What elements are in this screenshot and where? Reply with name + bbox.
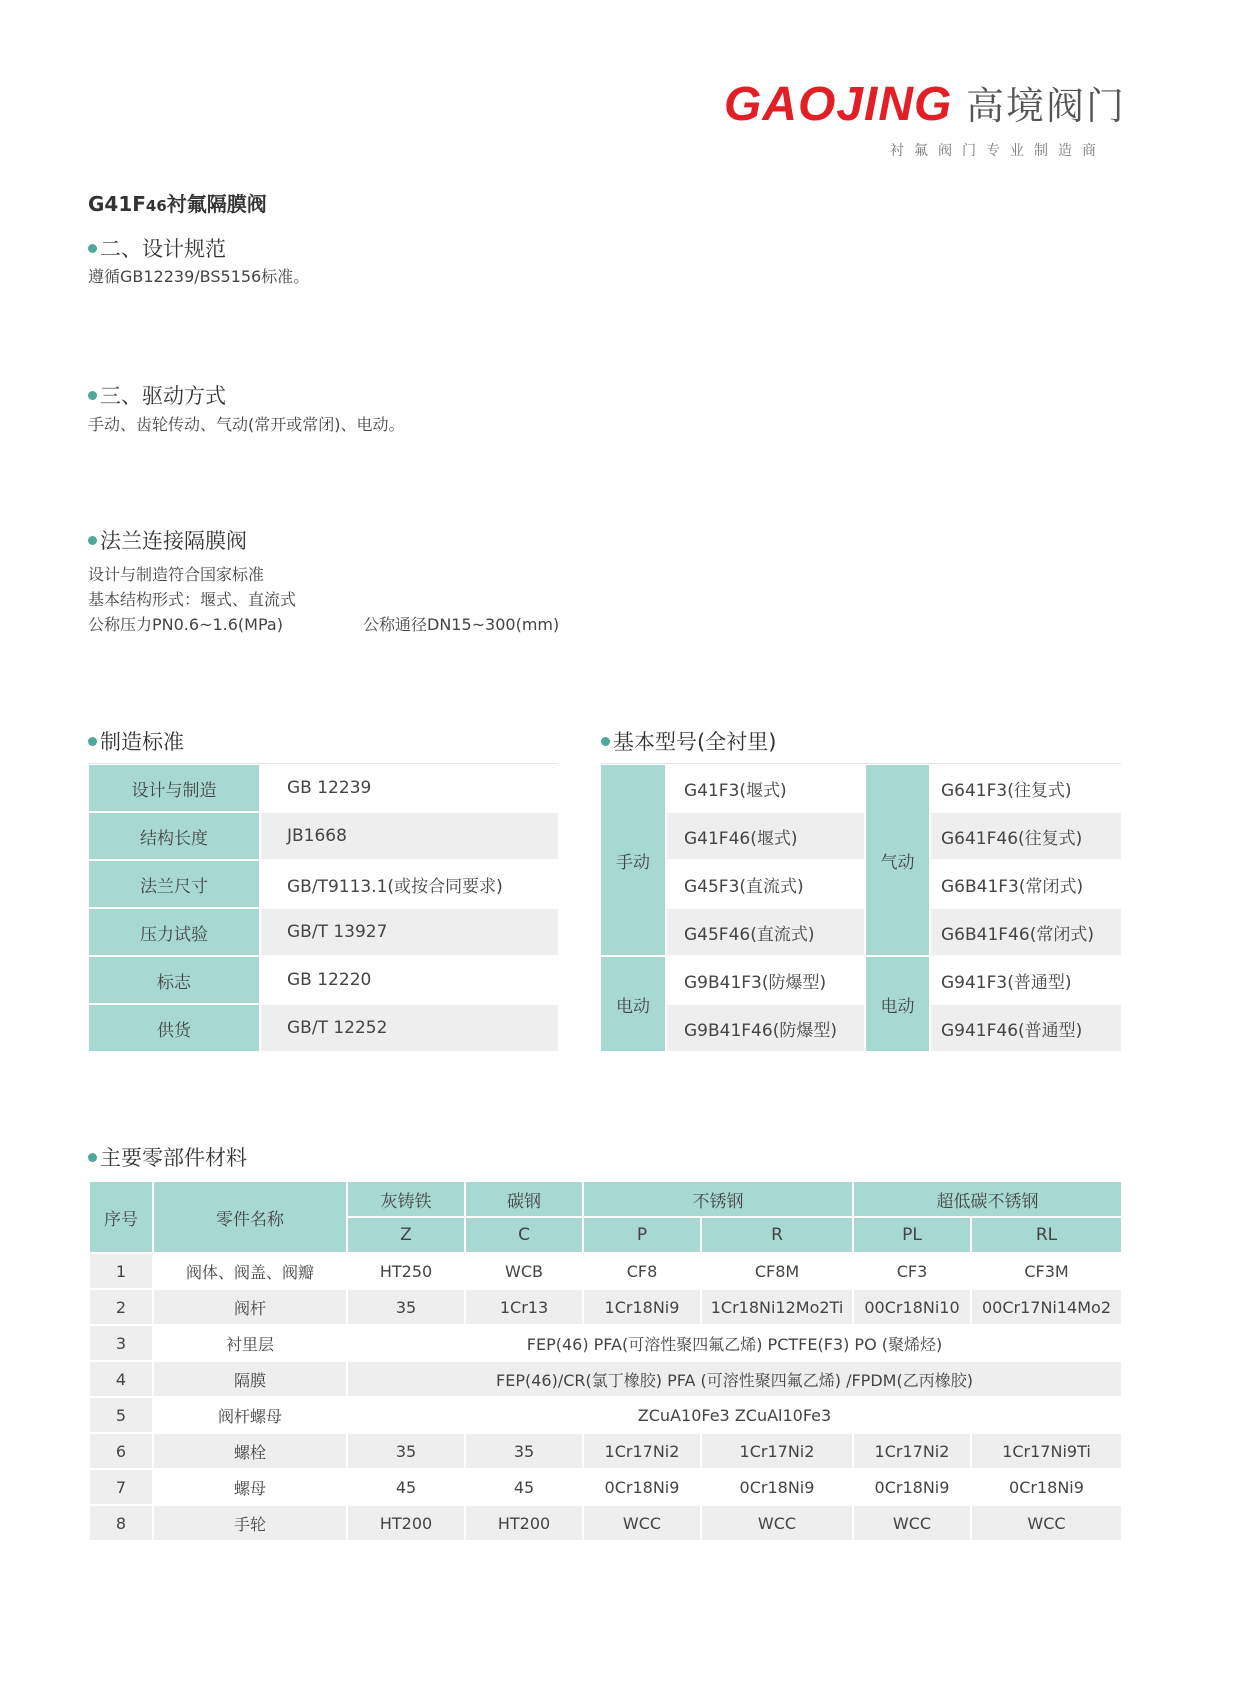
row-no: 2: [89, 1289, 153, 1325]
bullet-icon: [601, 737, 610, 746]
bullet-icon: [88, 244, 97, 253]
std-value: GB/T 12252: [261, 1005, 558, 1051]
materials-heading: [88, 1144, 247, 1172]
flange-line-2: 基本结构形式：堰式、直流式: [88, 590, 297, 609]
flange-heading: [88, 527, 247, 555]
col-header-gray-iron: 灰铸铁: [347, 1181, 465, 1217]
std-label: 标志: [89, 957, 259, 1003]
material-cell: WCC: [583, 1505, 701, 1541]
material-cell: 45: [465, 1469, 583, 1505]
col-code: RL: [971, 1217, 1122, 1253]
model-cell: G641F46(往复式): [931, 813, 1121, 859]
table-row: [89, 1397, 1122, 1433]
model-cell: G41F46(堰式): [667, 813, 864, 859]
part-name: 衬里层: [153, 1325, 347, 1361]
std-value: JB1668: [261, 813, 558, 859]
material-cell: 45: [347, 1469, 465, 1505]
model-cell: G641F3(往复式): [931, 765, 1121, 811]
col-code: PL: [853, 1217, 971, 1253]
part-name: 阀杆: [153, 1289, 347, 1325]
col-code: C: [465, 1217, 583, 1253]
material-cell: CF3M: [971, 1253, 1122, 1289]
material-cell: HT250: [347, 1253, 465, 1289]
bullet-icon: [88, 391, 97, 400]
col-header-stainless: 不锈钢: [583, 1181, 853, 1217]
model-cell: G9B41F46(防爆型): [667, 1005, 864, 1051]
table-row: [89, 1361, 1122, 1397]
material-cell: 1Cr17Ni2: [583, 1433, 701, 1469]
design-spec-heading: [88, 235, 226, 263]
material-cell: 1Cr17Ni2: [853, 1433, 971, 1469]
brand-tagline: 衬氟阀门专业制造商: [890, 143, 1106, 159]
flange-pressure: 公称压力PN0.6~1.6(MPa): [88, 615, 283, 634]
material-cell: 0Cr18Ni9: [971, 1469, 1122, 1505]
brand-logo-cn: 高境阀门: [966, 84, 1127, 128]
col-code: R: [701, 1217, 853, 1253]
flange-heading-text: 法兰连接隔膜阀: [100, 529, 247, 553]
material-cell: 1Cr18Ni12Mo2Ti: [701, 1289, 853, 1325]
row-no: 4: [89, 1361, 153, 1397]
basic-models-heading-text: 基本型号(全衬里): [613, 730, 777, 754]
material-cell: 00Cr17Ni14Mo2: [971, 1289, 1122, 1325]
material-cell: 35: [347, 1433, 465, 1469]
std-label: 压力试验: [89, 909, 259, 955]
model-cell: G45F3(直流式): [667, 861, 864, 907]
std-label: 设计与制造: [89, 765, 259, 811]
material-cell: 1Cr18Ni9: [583, 1289, 701, 1325]
part-name: 隔膜: [153, 1361, 347, 1397]
std-value: GB/T 13927: [261, 909, 558, 955]
material-cell: 35: [465, 1433, 583, 1469]
table-row: [89, 1505, 1122, 1541]
col-code: P: [583, 1217, 701, 1253]
row-no: 5: [89, 1397, 153, 1433]
material-cell: WCB: [465, 1253, 583, 1289]
drive-mode-text: 手动、齿轮传动、气动(常开或常闭)、电动。: [88, 415, 405, 434]
col-header-name: 零件名称: [153, 1181, 347, 1253]
model-cell: G941F46(普通型): [931, 1005, 1121, 1051]
std-value: GB 12239: [261, 765, 558, 811]
material-merged-cell: FEP(46)/CR(氯丁橡胶) PFA (可溶性聚四氟乙烯) /FPDM(乙丙橡胶): [347, 1361, 1122, 1397]
materials-heading-text: 主要零部件材料: [100, 1146, 247, 1170]
model-cell: G941F3(普通型): [931, 957, 1121, 1003]
material-cell: HT200: [465, 1505, 583, 1541]
part-name: 手轮: [153, 1505, 347, 1541]
row-no: 8: [89, 1505, 153, 1541]
row-no: 6: [89, 1433, 153, 1469]
model-cell: G6B41F46(常闭式): [931, 909, 1121, 955]
materials-table: [88, 1180, 1123, 1542]
row-no: 1: [89, 1253, 153, 1289]
model-cell: G45F46(直流式): [667, 909, 864, 955]
col-header-low-carbon: 超低碳不锈钢: [853, 1181, 1122, 1217]
material-cell: 1Cr13: [465, 1289, 583, 1325]
title-prefix: G41F: [88, 192, 146, 216]
material-cell: 0Cr18Ni9: [853, 1469, 971, 1505]
drive-type-label: 气动: [866, 765, 929, 955]
basic-models-heading: [601, 728, 776, 756]
bullet-icon: [88, 536, 97, 545]
divider: [601, 763, 1121, 764]
title-suffix: 衬氟隔膜阀: [166, 192, 267, 216]
std-label: 结构长度: [89, 813, 259, 859]
material-cell: WCC: [853, 1505, 971, 1541]
material-cell: 00Cr18Ni10: [853, 1289, 971, 1325]
std-value: GB/T9113.1(或按合同要求): [261, 861, 558, 907]
design-spec-heading-text: 二、设计规范: [100, 237, 226, 261]
table-row: [89, 1325, 1122, 1361]
table-row: [89, 1253, 1122, 1289]
brand-logo-en: GAOJING: [724, 78, 953, 131]
col-header-no: 序号: [89, 1181, 153, 1253]
drive-mode-heading-text: 三、驱动方式: [100, 384, 226, 408]
row-no: 3: [89, 1325, 153, 1361]
material-cell: 35: [347, 1289, 465, 1325]
divider: [88, 763, 558, 764]
material-cell: 0Cr18Ni9: [701, 1469, 853, 1505]
flange-line-1: 设计与制造符合国家标准: [88, 565, 265, 584]
model-cell: G41F3(堰式): [667, 765, 864, 811]
drive-type-label: 电动: [601, 957, 665, 1051]
mfg-standard-heading-text: 制造标准: [100, 730, 184, 754]
design-spec-text: 遵循GB12239/BS5156标准。: [88, 267, 310, 286]
title-sub: 46: [145, 197, 167, 215]
part-name: 阀杆螺母: [153, 1397, 347, 1433]
model-cell: G6B41F3(常闭式): [931, 861, 1121, 907]
page-title: [88, 191, 267, 219]
col-code: Z: [347, 1217, 465, 1253]
model-cell: G9B41F3(防爆型): [667, 957, 864, 1003]
drive-type-label: 手动: [601, 765, 665, 955]
flange-diameter: 公称通径DN15~300(mm): [363, 615, 560, 634]
part-name: 螺栓: [153, 1433, 347, 1469]
drive-type-label: 电动: [866, 957, 929, 1051]
material-cell: CF3: [853, 1253, 971, 1289]
table-row: [89, 1469, 1122, 1505]
row-no: 7: [89, 1469, 153, 1505]
material-cell: 0Cr18Ni9: [583, 1469, 701, 1505]
material-cell: WCC: [701, 1505, 853, 1541]
table-row: [89, 1433, 1122, 1469]
std-label: 供货: [89, 1005, 259, 1051]
part-name: 螺母: [153, 1469, 347, 1505]
mfg-standard-heading: [88, 728, 184, 756]
material-merged-cell: ZCuA10Fe3 ZCuAl10Fe3: [347, 1397, 1122, 1433]
std-value: GB 12220: [261, 957, 558, 1003]
material-cell: CF8M: [701, 1253, 853, 1289]
std-label: 法兰尺寸: [89, 861, 259, 907]
material-cell: CF8: [583, 1253, 701, 1289]
material-cell: HT200: [347, 1505, 465, 1541]
material-cell: 1Cr17Ni9Ti: [971, 1433, 1122, 1469]
col-header-carbon-steel: 碳钢: [465, 1181, 583, 1217]
material-cell: 1Cr17Ni2: [701, 1433, 853, 1469]
table-row: [89, 1289, 1122, 1325]
bullet-icon: [88, 737, 97, 746]
drive-mode-heading: [88, 382, 226, 410]
material-cell: WCC: [971, 1505, 1122, 1541]
material-merged-cell: FEP(46) PFA(可溶性聚四氟乙烯) PCTFE(F3) PO (聚烯烃): [347, 1325, 1122, 1361]
part-name: 阀体、阀盖、阀瓣: [153, 1253, 347, 1289]
bullet-icon: [88, 1153, 97, 1162]
